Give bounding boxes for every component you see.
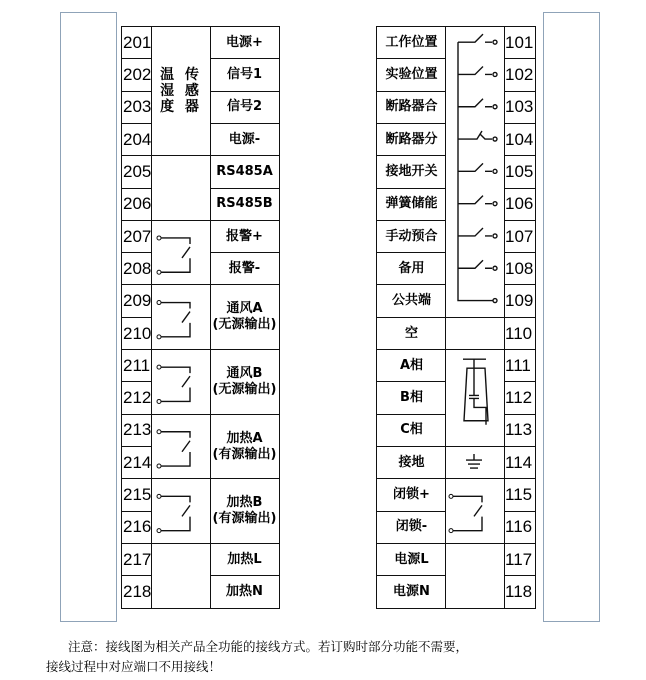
terminal-circle-icon: [493, 137, 497, 141]
terminal-label: 工作位置: [376, 26, 447, 60]
terminal-number: 203: [121, 91, 153, 125]
switch-contact-icon: [458, 260, 492, 268]
relay-contact-icon: [157, 430, 190, 468]
terminal-number: 214: [121, 446, 153, 480]
terminal-circle-icon: [493, 105, 497, 109]
terminal-number: 202: [121, 58, 153, 92]
terminal-number: 208: [121, 252, 153, 286]
terminal-number: 106: [503, 188, 536, 222]
terminal-number: 104: [503, 123, 536, 157]
terminal-label: 通风A (无源输出): [209, 284, 280, 350]
terminal-circle-icon: [493, 202, 497, 206]
switch-contact-icon: [458, 34, 492, 42]
terminal-number: 117: [503, 543, 536, 577]
terminal-number: 109: [503, 284, 536, 318]
terminal-number: 110: [503, 317, 536, 351]
terminal-circle-icon: [493, 169, 497, 173]
terminal-label: 加热A (有源输出): [209, 414, 280, 480]
terminal-label: 信号1: [209, 58, 280, 92]
terminal-label: RS485B: [209, 188, 280, 222]
terminal-number: 113: [503, 414, 536, 448]
sensor-group-label: 温 传 湿 感 度 器: [151, 26, 211, 157]
terminal-number: 217: [121, 543, 153, 577]
terminal-number: 210: [121, 317, 153, 351]
terminal-number: 107: [503, 220, 536, 254]
switch-contact-icon: [458, 66, 492, 74]
terminal-number: 211: [121, 349, 153, 383]
terminal-label: 备用: [376, 252, 447, 286]
terminal-circle-icon: [493, 299, 497, 303]
terminal-number: 215: [121, 478, 153, 512]
terminal-circle-icon: [493, 266, 497, 270]
terminal-number: 206: [121, 188, 153, 222]
terminal-label: 电源+: [209, 26, 280, 60]
terminal-label: 报警+: [209, 220, 280, 254]
switch-contact-icon: [458, 163, 492, 171]
capacitor-sensor-icon: [463, 359, 488, 425]
terminal-label: 加热N: [209, 575, 280, 609]
terminal-number: 209: [121, 284, 153, 318]
terminal-number: 105: [503, 155, 536, 189]
terminal-number: 204: [121, 123, 153, 157]
terminal-label: 电源-: [209, 123, 280, 157]
terminal-number: 111: [503, 349, 536, 383]
terminal-number: 103: [503, 91, 536, 125]
note-line-2: 接线过程中对应端口不用接线！: [46, 659, 222, 674]
terminal-label: RS485A: [209, 155, 280, 189]
terminal-label: 接地: [376, 446, 447, 480]
terminal-number: 216: [121, 511, 153, 545]
terminal-label: 加热L: [209, 543, 280, 577]
terminal-label: 断路器分: [376, 123, 447, 157]
terminal-number: 118: [503, 575, 536, 609]
switch-contact-icon: [458, 196, 492, 204]
terminal-number: 201: [121, 26, 153, 60]
terminal-label: 闭锁+: [376, 478, 447, 512]
terminal-label: 接地开关: [376, 155, 447, 189]
switch-contact-icon: [458, 228, 492, 236]
terminal-label: 实验位置: [376, 58, 447, 92]
terminal-number: 213: [121, 414, 153, 448]
terminal-number: 116: [503, 511, 536, 545]
ground-icon: [466, 454, 482, 468]
terminal-label: 通风B (无源输出): [209, 349, 280, 415]
relay-contact-icon: [157, 301, 190, 339]
relay-contact-icon: [449, 494, 482, 532]
terminal-number: 207: [121, 220, 153, 254]
terminal-number: 101: [503, 26, 536, 60]
terminal-circle-icon: [493, 72, 497, 76]
terminal-label: 公共端: [376, 284, 447, 318]
relay-contact-icon: [157, 365, 190, 403]
switch-contact-icon: [458, 99, 492, 107]
terminal-label: 弹簧储能: [376, 188, 447, 222]
note-line-1: 注意：接线图为相关产品全功能的接线方式。若订购时部分功能不需要，: [68, 639, 469, 654]
terminal-number: 102: [503, 58, 536, 92]
terminal-label: 电源N: [376, 575, 447, 609]
terminal-number: 205: [121, 155, 153, 189]
terminal-label: 闭锁-: [376, 511, 447, 545]
terminal-label: C相: [376, 414, 447, 448]
nc-switch-contact-icon: [458, 131, 492, 139]
terminal-number: 218: [121, 575, 153, 609]
terminal-circle-icon: [493, 234, 497, 238]
terminal-label: A相: [376, 349, 447, 383]
terminal-number: 115: [503, 478, 536, 512]
terminal-label: 电源L: [376, 543, 447, 577]
relay-contact-icon: [157, 236, 190, 274]
relay-contact-icon: [157, 494, 190, 532]
terminal-circle-icon: [493, 40, 497, 44]
terminal-label: 空: [376, 317, 447, 351]
terminal-label: 加热B (有源输出): [209, 478, 280, 544]
terminal-number: 108: [503, 252, 536, 286]
terminal-number: 112: [503, 381, 536, 415]
terminal-label: 信号2: [209, 91, 280, 125]
terminal-number: 114: [503, 446, 536, 480]
terminal-label: 报警-: [209, 252, 280, 286]
terminal-number: 212: [121, 381, 153, 415]
terminal-label: B相: [376, 381, 447, 415]
terminal-label: 断路器合: [376, 91, 447, 125]
terminal-label: 手动预合: [376, 220, 447, 254]
